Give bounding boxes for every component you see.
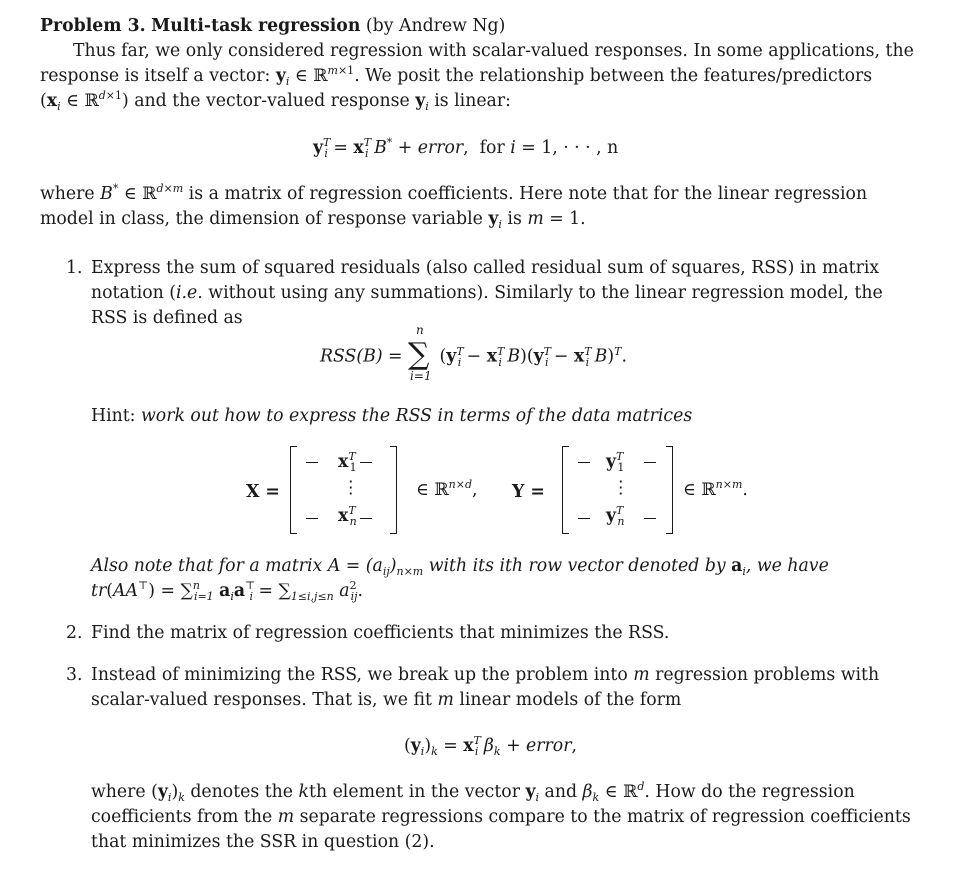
item-3-line-2: scalar-valued responses. That is, we fit m linear models of the form [91, 690, 682, 710]
item-3-line-3: where $(y_i)_k$ denotes the kth element in the vector $y_i$ and $\beta_k$ ∈ ℝ$^d$. How do the regression [91, 780, 855, 804]
x-matrix-label: X = [246, 482, 280, 502]
also-note-line-1: Also note that for a matrix $A = (a_{ij})_{n\times m}$ with its ith row vector denoted by $a_i$, we have [91, 556, 829, 578]
item-2-number: 2. [66, 623, 83, 643]
also-note-line-2: tr(AA⊤) = ∑$^n_{i=1}$ $a_ia^⊤_i = \sum_{1\le i,j\le n}$ $a^2_{ij}$. [91, 579, 364, 603]
sum-symbol: ∑ [408, 337, 430, 372]
separate-model-equation: $(y_i)_k = x^T_i$ $\beta_k$ + error, [404, 734, 577, 758]
after-eq-line-1: where B* ∈ ℝ$^{d\times m}$ is a matrix of regression coefficients. Here note that for the linear regression [40, 182, 868, 204]
x-dimension: ∈ ℝ$^{n\times d}$, [416, 478, 478, 500]
model-equation: $y^T_i = x^T_i$ B* + error, for i = 1, · · · , n [313, 136, 619, 160]
rss-equation: RSS(B) = n ∑ i=1 ($y^T_i - x^T_i$ $B)(y^T_i - x^T_i$ B)$^T$. [320, 323, 627, 383]
x-matrix: $x^T_1$ ⋮ $x^T_n$ [290, 446, 405, 534]
item-3-line-5: that minimizes the SSR in question (2). [91, 832, 435, 852]
after-eq-line-2: model in class, the dimension of response variable $y_i$ is m = 1. [40, 209, 586, 231]
item-1-line-1: Express the sum of squared residuals (also called residual sum of squares, RSS) in matrix [91, 258, 880, 278]
problem-number: Problem 3. [40, 16, 146, 36]
intro-line-3: ($x_i$ ∈ ℝ$^{d\times 1}$) and the vector-valued response $y_i$ is linear: [40, 89, 511, 113]
sum-upper-limit: n [416, 323, 424, 337]
item-3-line-1: Instead of minimizing the RSS, we break up the problem into m regression problems with [91, 665, 880, 685]
problem-heading [40, 14, 505, 39]
y-dimension: ∈ ℝ$^{n\times m}$. [683, 478, 748, 500]
y-matrix: $y^T_1$ ⋮ $y^T_n$ [562, 446, 677, 534]
problem-title: Multi-task regression [151, 16, 361, 36]
item-3-number: 3. [66, 665, 83, 685]
hint-line: Hint: work out how to express the RSS in terms of the data matrices [91, 406, 693, 426]
item-1-line-2: notation (i.e. without using any summations). Similarly to the linear regression model, the [91, 283, 883, 303]
problem-author: (by Andrew Ng) [365, 16, 506, 36]
item-1-number: 1. [66, 258, 83, 278]
item-1-line-3: RSS is defined as [91, 308, 243, 328]
intro-line-1: Thus far, we only considered regression with scalar-valued responses. In some applications, the [73, 41, 914, 61]
item-2-text: Find the matrix of regression coefficients that minimizes the RSS. [91, 623, 670, 643]
intro-line-2: response is itself a vector: $y_i$ ∈ ℝ$^{m\times 1}$. We posit the relationship between the features/predictors [40, 64, 873, 88]
sum-lower-limit: i=1 [410, 369, 432, 383]
y-matrix-label: Y = [512, 482, 545, 502]
item-3-line-4: coefficients from the m separate regressions compare to the matrix of regression coefficients [91, 807, 911, 827]
